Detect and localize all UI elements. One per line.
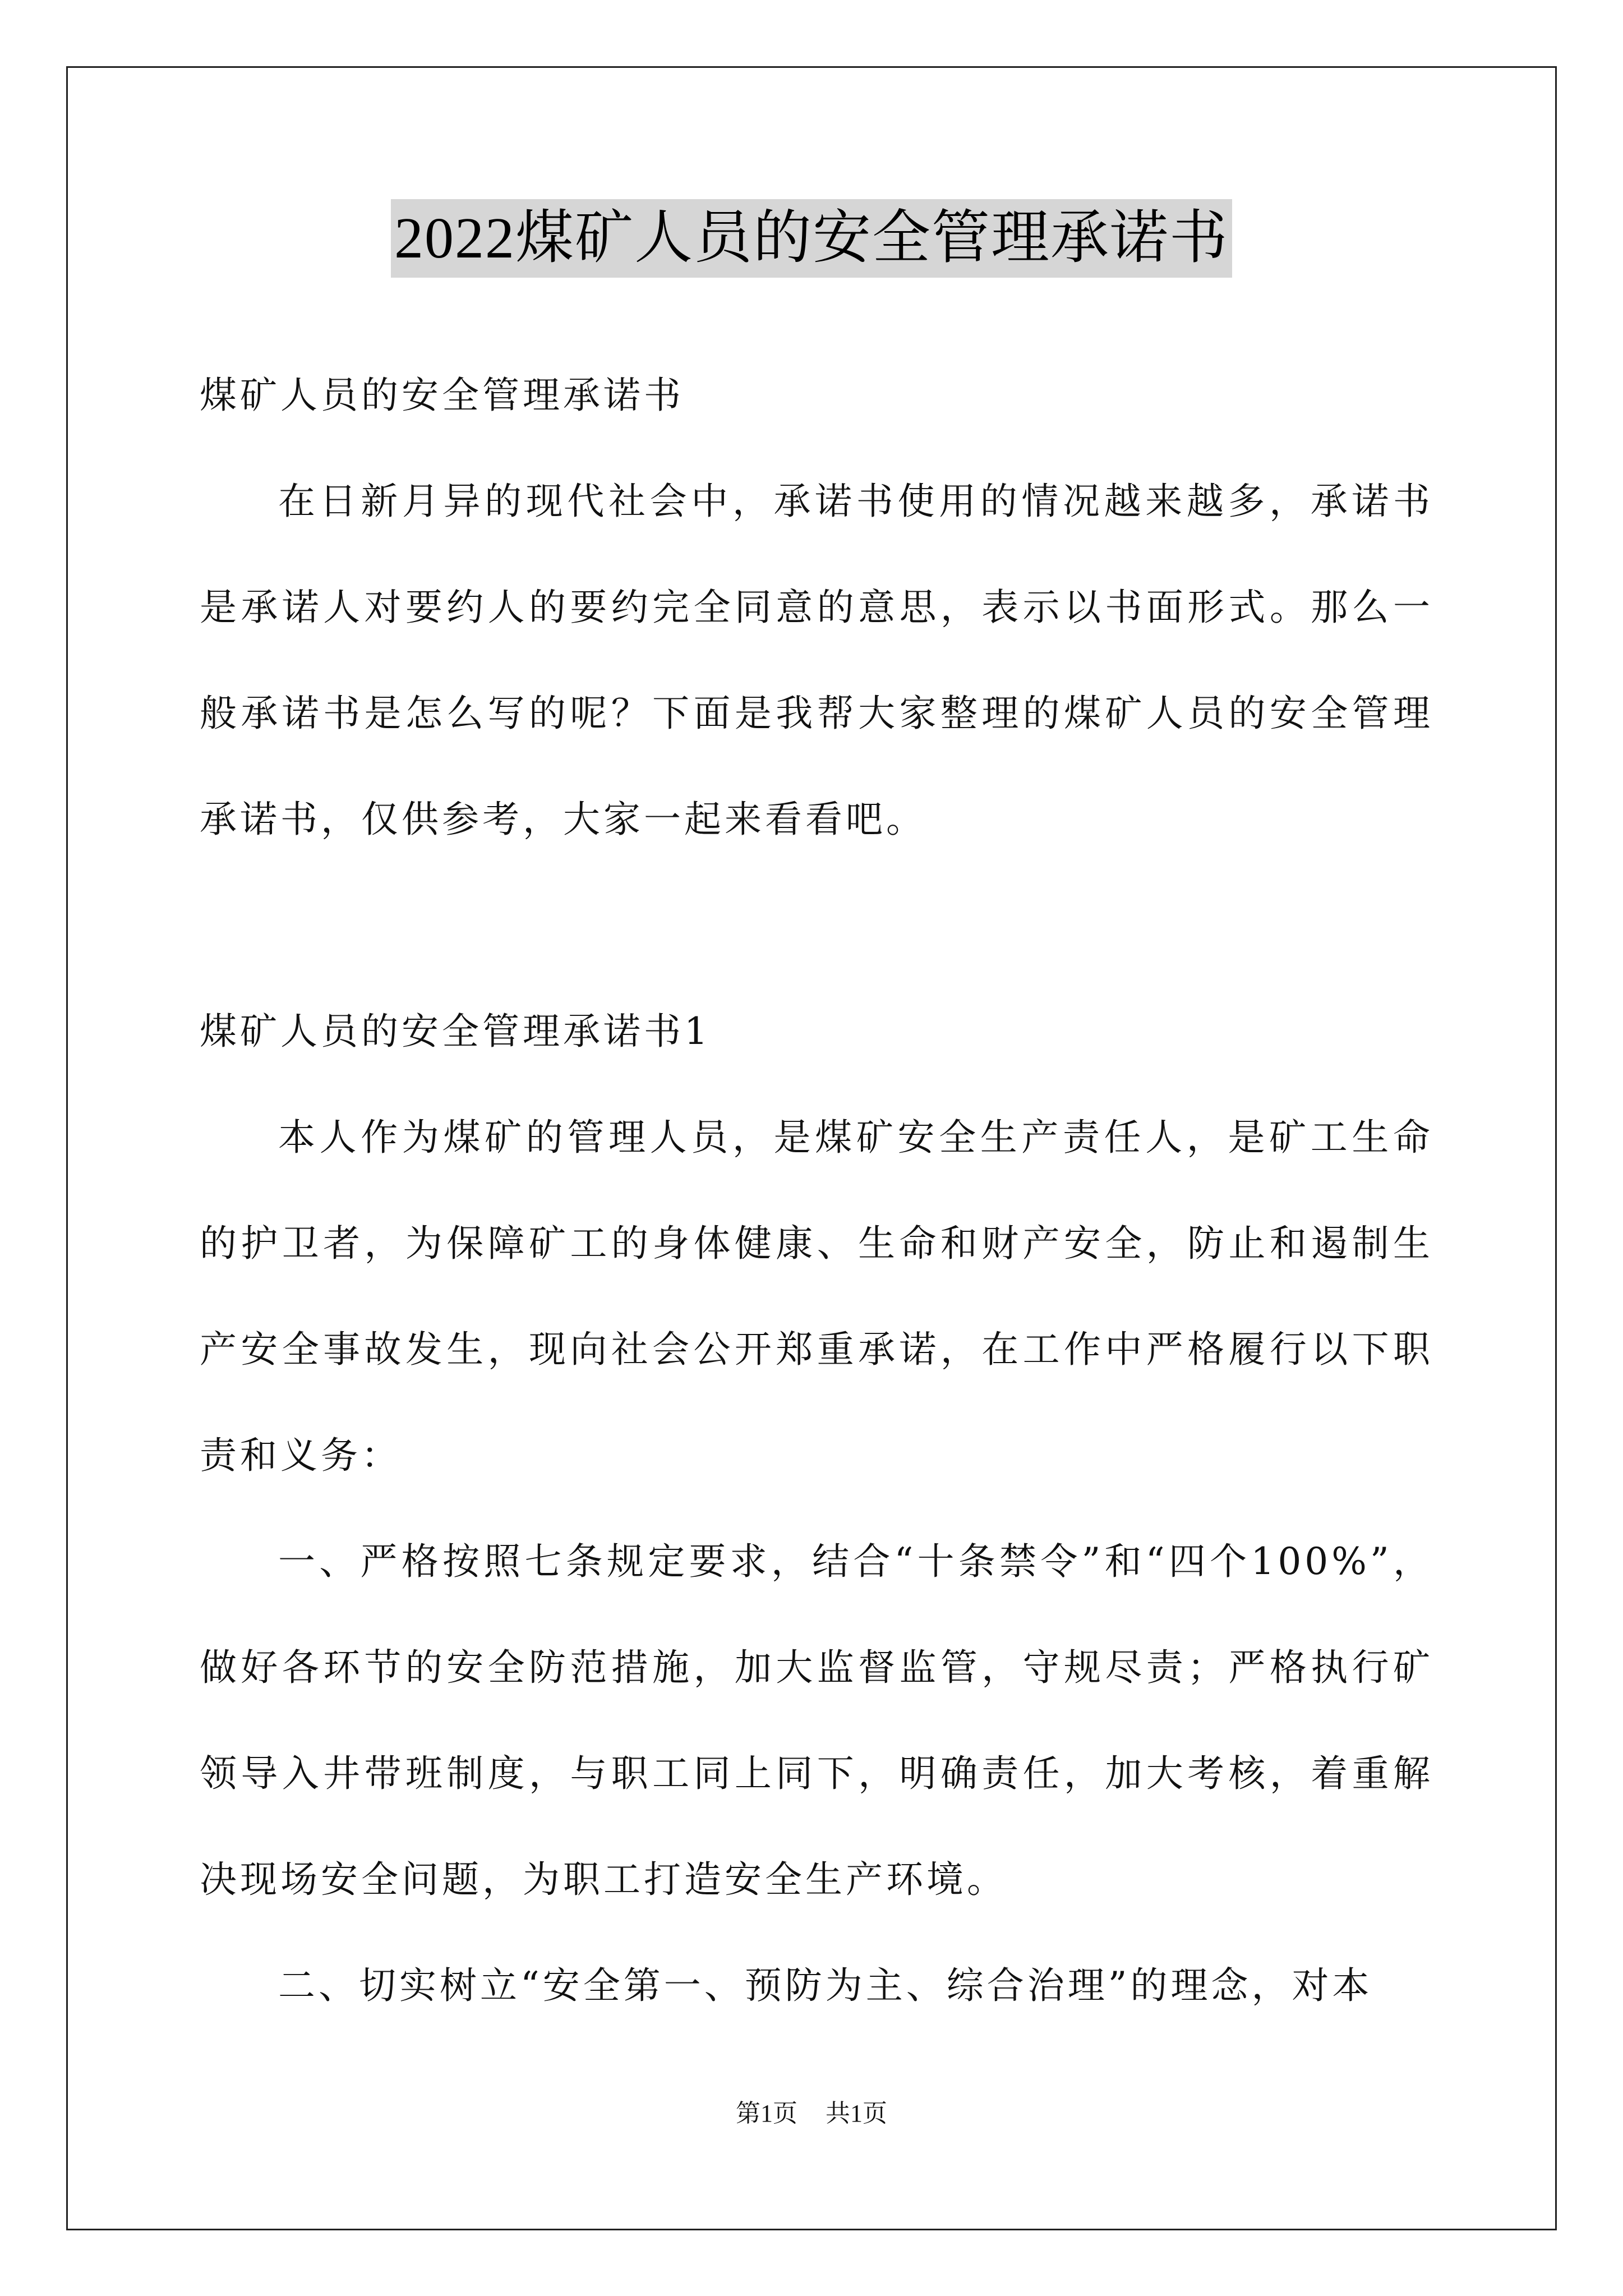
page-footer xyxy=(0,2097,1623,2131)
intro-paragraph: 在日新月异的现代社会中，承诺书使用的情况越来越多，承诺书是承诺人对要约人的要约完全同意的意思，表示以书面形式。那么一般承诺书是怎么写的呢？下面是我帮大家整理的煤矿人员的安全管理承诺书，仅供参考，大家一起来看看吧。 xyxy=(200,480,1433,841)
body-paragraph: 二、切实树立“安全第一、预防为主、综合治理”的理念，对本 xyxy=(278,1964,1373,2007)
subtitle: 煤矿人员的安全管理承诺书 xyxy=(200,374,684,417)
page-total: 共1页 xyxy=(826,2100,887,2127)
body-paragraph: 本人作为煤矿的管理人员，是煤矿安全生产责任人，是矿工生命的护卫者，为保障矿工的身体健康、生命和财产安全，防止和遏制生产安全事故发生，现向社会公开郑重承诺，在工作中严格履行以下职责和义务： xyxy=(200,1116,1433,1477)
section-heading: 煤矿人员的安全管理承诺书1 xyxy=(200,1010,711,1053)
document-title: 2022煤矿人员的安全管理承诺书 xyxy=(391,199,1232,278)
page-number: 第1页 xyxy=(736,2100,797,2127)
title-wrap xyxy=(0,199,1623,278)
document-body xyxy=(200,342,1433,2039)
body-paragraph: 一、严格按照七条规定要求，结合“十条禁令”和“四个100%”，做好各环节的安全防范措施，加大监督监管，守规尽责；严格执行矿领导入井带班制度，与职工同上同下，明确责任，加大考核，着重解决现场安全问题，为职工打造安全生产环境。 xyxy=(200,1540,1433,1901)
